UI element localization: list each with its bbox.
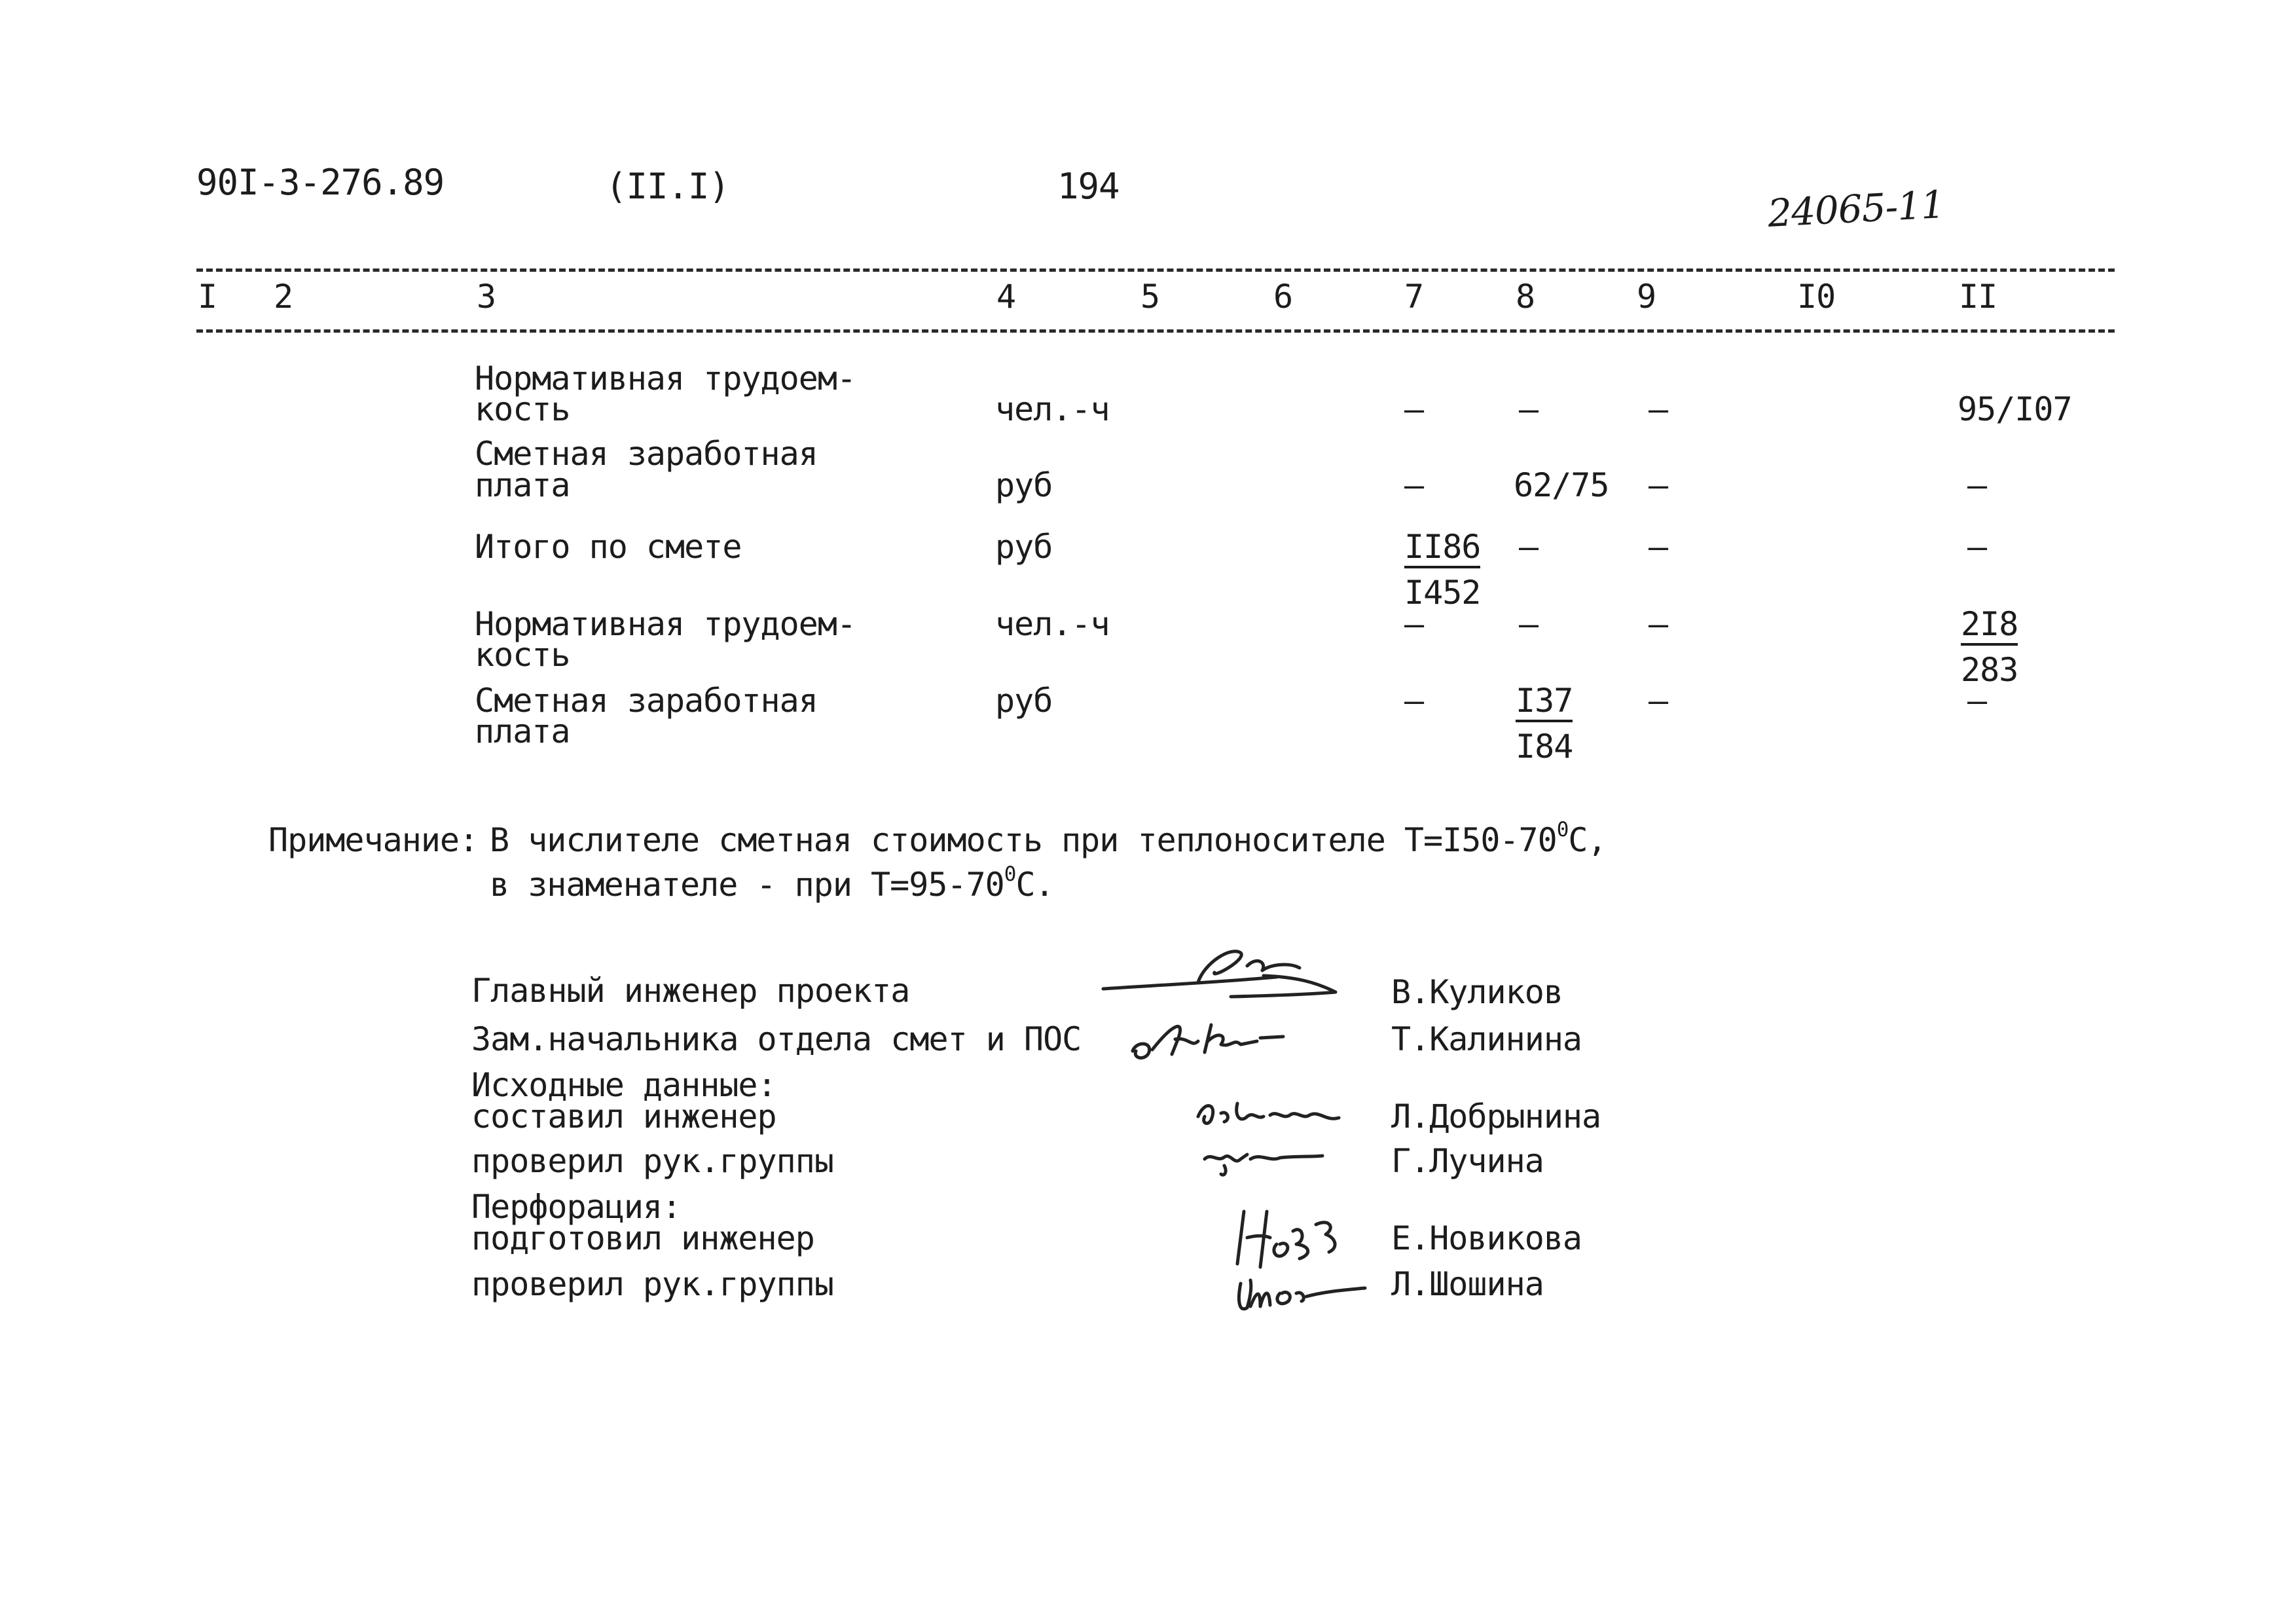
row-label: Сметная заработная bbox=[475, 435, 818, 473]
cell-col9: – bbox=[1649, 528, 1668, 566]
cell-col8: – bbox=[1519, 528, 1539, 566]
handwritten-signature bbox=[1126, 1012, 1296, 1071]
column-header: I bbox=[198, 278, 217, 316]
cell-col8: – bbox=[1519, 605, 1539, 643]
signature-name: Л.Добрынина bbox=[1391, 1098, 1601, 1135]
row-label-continuation: плата bbox=[475, 466, 570, 504]
handwritten-signature bbox=[1231, 1261, 1375, 1320]
column-header: 9 bbox=[1637, 278, 1656, 316]
cell-col7-denominator: I452 bbox=[1404, 574, 1481, 612]
note-line-2-end: С. bbox=[1015, 866, 1054, 904]
row-label-continuation: кость bbox=[475, 390, 570, 428]
section-number: (II.I) bbox=[606, 166, 730, 207]
signature-name: Г.Лучина bbox=[1391, 1142, 1544, 1180]
row-label: Сметная заработная bbox=[475, 682, 818, 720]
cell-col11: 95/I07 bbox=[1958, 390, 2072, 428]
column-header: 8 bbox=[1516, 278, 1535, 316]
row-unit: чел.-ч bbox=[995, 390, 1110, 428]
handwritten-signature bbox=[1192, 1090, 1349, 1143]
note-line-2 bbox=[490, 862, 1054, 904]
note-line-1 bbox=[490, 817, 1607, 859]
row-unit: руб bbox=[995, 528, 1053, 566]
cell-col11-numerator: 2I8 bbox=[1961, 608, 2018, 646]
column-header: 2 bbox=[274, 278, 293, 316]
row-label: Итого по смете bbox=[475, 528, 742, 566]
degree-mark: 0 bbox=[1004, 862, 1016, 886]
document-code: 90I-3-276.89 bbox=[196, 162, 445, 203]
cell-col11: – bbox=[1967, 466, 1987, 504]
degree-mark: 0 bbox=[1556, 817, 1569, 841]
column-header: I0 bbox=[1797, 278, 1836, 316]
cell-col7: – bbox=[1404, 605, 1424, 643]
table-header-bottom-rule bbox=[196, 329, 2115, 333]
cell-col7: – bbox=[1404, 466, 1424, 504]
cell-col8: 62/75 bbox=[1514, 466, 1609, 504]
signature-role: проверил рук.группы bbox=[471, 1265, 833, 1303]
cell-col8: – bbox=[1519, 390, 1539, 428]
cell-col7-numerator: II86 bbox=[1404, 530, 1480, 568]
signature-name: Т.Калинина bbox=[1391, 1020, 1582, 1058]
note-line-1-text: В числителе сметная стоимость при теплоносителе Т=I50-70 bbox=[490, 821, 1557, 859]
column-header: 7 bbox=[1404, 278, 1424, 316]
signature-name: Л.Шошина bbox=[1391, 1265, 1544, 1303]
row-unit: чел.-ч bbox=[995, 605, 1110, 643]
row-label-continuation: кость bbox=[475, 636, 570, 674]
handwritten-signature bbox=[1100, 936, 1349, 1008]
cell-col7: – bbox=[1404, 682, 1424, 720]
table-top-rule bbox=[196, 268, 2115, 272]
cell-col8-numerator: I37 bbox=[1516, 684, 1573, 722]
note-line-1-end: С, bbox=[1568, 821, 1607, 859]
cell-col9: – bbox=[1649, 390, 1668, 428]
column-header: 3 bbox=[477, 278, 496, 316]
signature-role: Главный инженер проекта bbox=[471, 972, 910, 1010]
cell-col11: – bbox=[1967, 528, 1987, 566]
note-label: Примечание: bbox=[268, 821, 479, 859]
column-header: II bbox=[1959, 278, 1997, 316]
column-header: 4 bbox=[996, 278, 1016, 316]
row-unit: руб bbox=[995, 682, 1053, 720]
page-number: 194 bbox=[1057, 166, 1120, 207]
column-header: 5 bbox=[1140, 278, 1160, 316]
signature-role: подготовил инженер bbox=[471, 1219, 814, 1257]
signature-role: Зам.начальника отдела смет и ПОС bbox=[471, 1020, 1082, 1058]
cell-col11-denominator: 283 bbox=[1961, 651, 2018, 689]
cell-col9: – bbox=[1649, 682, 1668, 720]
row-label: Нормативная трудоем- bbox=[475, 605, 856, 643]
signature-name: Е.Новикова bbox=[1391, 1219, 1582, 1257]
cell-col9: – bbox=[1649, 605, 1668, 643]
note-line-2-text: в знаменателе - при Т=95-70 bbox=[490, 866, 1004, 904]
cell-col11: – bbox=[1967, 682, 1987, 720]
section-heading: Перфорация: bbox=[471, 1188, 682, 1226]
section-heading: Исходные данные: bbox=[471, 1066, 776, 1104]
column-header: 6 bbox=[1273, 278, 1293, 316]
handwritten-reference: 24065-11 bbox=[1766, 181, 1946, 236]
signature-name: В.Куликов bbox=[1391, 973, 1563, 1011]
row-unit: руб bbox=[995, 466, 1053, 504]
cell-col9: – bbox=[1649, 466, 1668, 504]
row-label-continuation: плата bbox=[475, 712, 570, 750]
cell-col7: – bbox=[1404, 390, 1424, 428]
handwritten-signature bbox=[1198, 1136, 1329, 1182]
cell-col8-denominator: I84 bbox=[1516, 728, 1573, 766]
signature-role: составил инженер bbox=[471, 1098, 776, 1135]
signature-role: проверил рук.группы bbox=[471, 1142, 833, 1180]
row-label: Нормативная трудоем- bbox=[475, 360, 856, 397]
